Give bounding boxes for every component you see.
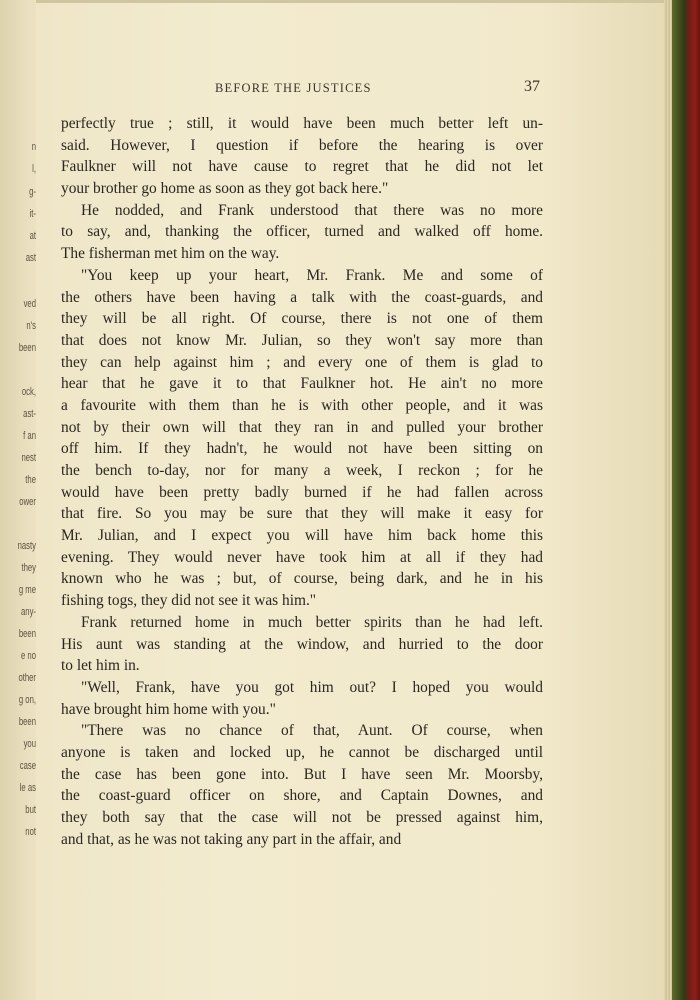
facing-page-fragment: n's	[26, 320, 36, 332]
facing-page-fragment: the	[25, 474, 36, 486]
page-top-edge	[36, 0, 666, 3]
facing-page-fragment: e no	[21, 650, 36, 662]
facing-page-fragment: ower	[19, 496, 36, 508]
facing-page-fragment: been	[18, 628, 36, 640]
text-line: hear that he gave it to that Faulkner hot. He ain't no more	[61, 375, 543, 393]
text-line: they can help against him ; and every one of them is glad to	[61, 353, 543, 371]
text-line: off him. If they hadn't, he would not have been sitting on	[61, 440, 543, 458]
text-line: known who he was ; but, of course, being dark, and he in his	[61, 570, 543, 588]
facing-page-fragment: but	[25, 804, 36, 816]
facing-page-fragment: g on,	[18, 694, 36, 706]
text-line: they both say that the case will not be pressed against him,	[61, 809, 543, 826]
text-line: said. However, I question if before the hearing is over	[61, 136, 543, 154]
text-line: His aunt was standing at the window, and hurried to the door	[61, 635, 543, 653]
facing-page-fragment: any-	[21, 606, 36, 618]
text-line: to say, and, thanking the officer, turned and walked off home.	[61, 223, 543, 241]
text-line: the case has been gone into. But I have seen Mr. Moorsby,	[61, 765, 543, 783]
facing-page-fragment: g me	[18, 584, 36, 596]
text-line: perfectly true ; still, it would have been much better left un-	[61, 115, 543, 132]
facing-page-fragment: ast	[25, 252, 36, 264]
text-line: The fisherman met him on the way.	[61, 245, 280, 263]
text-line: the others have been having a talk with the coast-guards, and	[61, 288, 543, 306]
left-page-gutter	[0, 0, 36, 1000]
text-line: that fire. So you may be sure that they will make it easy for	[61, 505, 543, 523]
text-line: a favourite with them than he is with other people, and it was	[61, 396, 543, 414]
facing-page-fragment: not	[25, 826, 36, 838]
text-line: Frank returned home in much better spirits than he had left.	[81, 613, 543, 631]
text-line: "You keep up your heart, Mr. Frank. Me and some of	[81, 266, 543, 284]
facing-page-fragment: l,	[32, 163, 36, 175]
facing-page-fragment: it-	[29, 208, 36, 220]
text-line: the bench to-day, nor for many a week, I reckon ; for he	[61, 462, 543, 479]
facing-page-fragment: been	[18, 342, 36, 354]
text-line: to let him in.	[61, 657, 140, 675]
text-line: "Well, Frank, have you got him out? I hoped you would	[81, 678, 543, 696]
text-line: fishing togs, they did not see it was him."	[61, 592, 317, 610]
facing-page-fragment: at	[29, 230, 36, 242]
text-line: the coast-guard officer on shore, and Captain Downes, and	[61, 787, 543, 805]
text-line: would have been pretty badly burned if he had fallen across	[61, 483, 543, 501]
facing-page-fragment: f an	[23, 430, 36, 442]
text-line: He nodded, and Frank understood that there was no more	[81, 201, 543, 219]
facing-page-fragment: other	[18, 672, 36, 684]
page-number: 37	[524, 78, 540, 95]
text-line: "There was no chance of that, Aunt. Of course, when	[81, 722, 543, 740]
facing-page-fragment: n	[31, 141, 36, 153]
facing-page-fragment: you	[23, 738, 36, 750]
text-line: Faulkner will not have cause to regret that he did not let	[61, 158, 543, 176]
text-line: have brought him home with you."	[61, 700, 276, 718]
text-line: and that, as he was not taking any part in the affair, and	[61, 830, 402, 848]
running-title: BEFORE THE JUSTICES	[215, 81, 372, 95]
facing-page-fragment: been	[18, 716, 36, 728]
text-line: anyone is taken and locked up, he cannot be discharged until	[61, 743, 543, 761]
facing-page-fragment: le as	[19, 782, 36, 794]
facing-page-fragment: nest	[21, 452, 36, 464]
facing-page-fragment: nasty	[17, 540, 36, 552]
text-line: not by their own will that they ran in and pulled your brother	[61, 418, 543, 436]
body-text	[61, 113, 543, 850]
text-line: your brother go home as soon as they got back here."	[61, 180, 389, 198]
facing-page-fragment: case	[19, 760, 36, 772]
text-line: evening. They would never have took him at all if they had	[61, 548, 543, 566]
text-line: they will be all right. Of course, there is not one of them	[61, 310, 543, 328]
facing-page-fragment: ock,	[21, 386, 36, 398]
book-binding	[672, 0, 700, 1000]
text-line: Mr. Julian, and I expect you will have him back home this	[61, 527, 543, 545]
facing-page-fragment: g-	[29, 186, 36, 198]
text-line: that does not know Mr. Julian, so they won't say more than	[61, 331, 543, 349]
facing-page-fragment: ast-	[23, 408, 36, 420]
facing-page-fragment: they	[21, 562, 36, 574]
facing-page-fragment: ved	[23, 298, 36, 310]
